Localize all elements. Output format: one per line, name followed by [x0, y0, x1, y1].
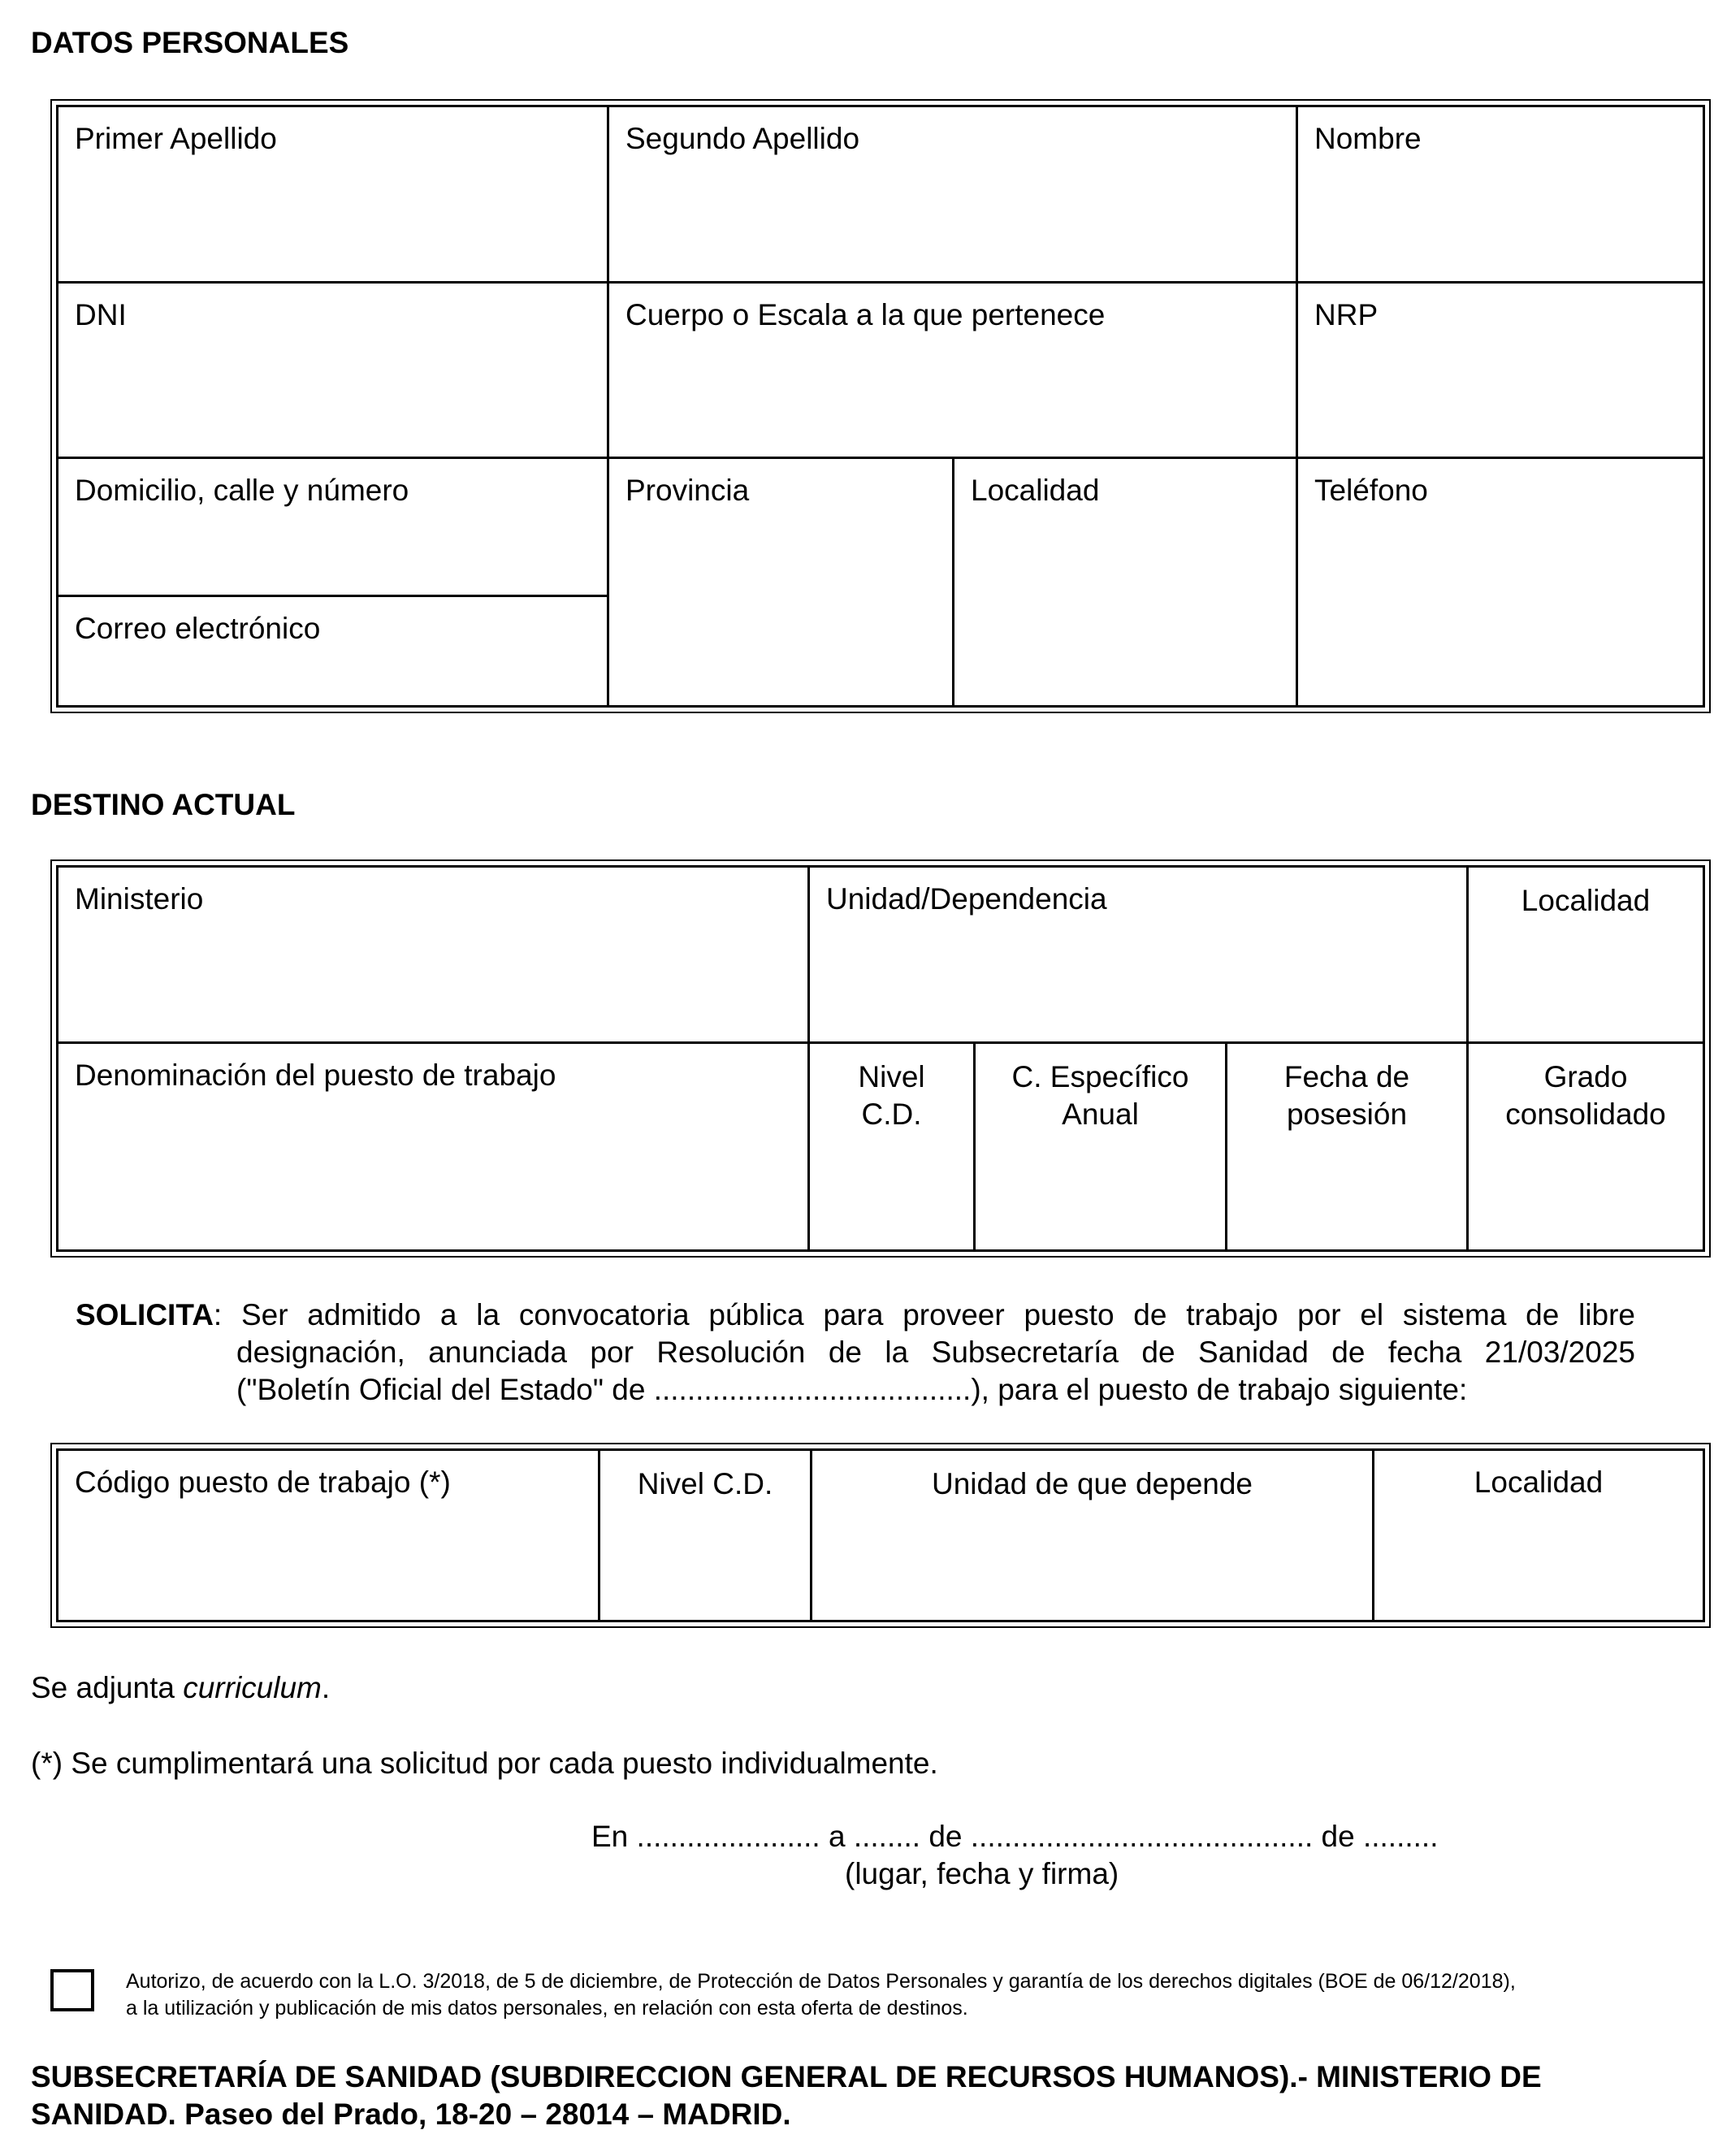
curriculum-note	[31, 1671, 330, 1705]
signature-caption: (lugar, fecha y firma)	[845, 1857, 1119, 1890]
footer-address	[31, 2059, 1542, 2133]
field-dni[interactable]	[58, 284, 607, 457]
field-segundo-apellido[interactable]	[609, 107, 1296, 281]
label-provincia: Provincia	[625, 474, 750, 507]
field-nrp[interactable]	[1298, 284, 1703, 457]
label-nivel-cd-puesto: Nivel C.D.	[637, 1467, 773, 1500]
section-title-datos-personales: DATOS PERSONALES	[31, 26, 349, 59]
field-nivel-cd-puesto[interactable]	[600, 1451, 810, 1620]
field-nivel-cd[interactable]	[810, 1044, 973, 1249]
label-denominacion-puesto: Denominación del puesto de trabajo	[75, 1059, 556, 1092]
solicita-paragraph	[76, 1297, 1635, 1409]
consent-text	[126, 1968, 1516, 2022]
field-unidad-dependencia[interactable]	[810, 868, 1466, 1041]
field-ministerio[interactable]	[58, 868, 807, 1041]
consent-checkbox[interactable]	[50, 1969, 94, 2011]
curriculum-note-italic: curriculum	[183, 1671, 322, 1704]
field-unidad-depende[interactable]	[812, 1451, 1372, 1620]
label-primer-apellido: Primer Apellido	[75, 122, 277, 155]
field-fecha-posesion[interactable]	[1227, 1044, 1466, 1249]
label-cuerpo-escala: Cuerpo o Escala a la que pertenece	[625, 298, 1106, 331]
label-nrp: NRP	[1314, 298, 1379, 331]
label-localidad-destino: Localidad	[1521, 884, 1651, 917]
curriculum-note-prefix: Se adjunta	[31, 1671, 184, 1704]
solicita-line3: ("Boletín Oficial del Estado" de ......................................), para el puesto de trabajo siguiente:	[236, 1373, 1468, 1406]
label-segundo-apellido: Segundo Apellido	[625, 122, 860, 155]
label-localidad: Localidad	[971, 474, 1100, 507]
field-telefono[interactable]	[1298, 459, 1703, 705]
asterisk-note: (*) Se cumplimentará una solicitud por cada puesto individualmente.	[31, 1747, 938, 1780]
label-unidad-dependencia: Unidad/Dependencia	[826, 882, 1107, 916]
label-fecha-line1: Fecha de	[1283, 1060, 1410, 1093]
label-nombre: Nombre	[1314, 122, 1422, 155]
label-grado-line1: Grado	[1543, 1060, 1628, 1093]
field-primer-apellido[interactable]	[58, 107, 607, 281]
field-grado-consolidado[interactable]	[1469, 1044, 1703, 1249]
label-dni: DNI	[75, 298, 127, 331]
label-especifico-line2: Anual	[1062, 1097, 1139, 1131]
label-telefono: Teléfono	[1314, 474, 1428, 507]
label-fecha-line2: posesión	[1286, 1097, 1408, 1131]
label-grado-line2: consolidado	[1505, 1097, 1666, 1131]
field-complemento-especifico[interactable]	[976, 1044, 1225, 1249]
personal-data-table	[50, 99, 1711, 713]
destino-actual-table	[50, 859, 1711, 1258]
label-localidad-puesto: Localidad	[1474, 1465, 1604, 1499]
footer-line1: SUBSECRETARÍA DE SANIDAD (SUBDIRECCION GENERAL DE RECURSOS HUMANOS).- MINISTERIO DE	[31, 2060, 1542, 2093]
label-unidad-depende: Unidad de que depende	[931, 1467, 1253, 1500]
label-nivel-line2: C.D.	[861, 1097, 922, 1131]
puesto-solicitado-table	[50, 1443, 1711, 1628]
solicita-line2: designación, anunciada por Resolución de la Subsecretaría de Sanidad de fecha 21/03/2025	[236, 1336, 1635, 1369]
field-nombre[interactable]	[1298, 107, 1703, 281]
field-localidad-destino[interactable]	[1469, 868, 1703, 1041]
field-localidad-puesto[interactable]	[1374, 1451, 1703, 1620]
label-domicilio: Domicilio, calle y número	[75, 474, 409, 507]
field-codigo-puesto[interactable]	[58, 1451, 598, 1620]
field-localidad[interactable]	[954, 459, 1296, 705]
label-correo: Correo electrónico	[75, 612, 321, 645]
field-provincia[interactable]	[609, 459, 952, 705]
field-correo[interactable]	[58, 597, 607, 705]
solicita-line1: Ser admitido a la convocatoria pública para proveer puesto de trabajo por el sistema de libre	[240, 1298, 1635, 1331]
label-codigo-puesto: Código puesto de trabajo (*)	[75, 1465, 451, 1499]
consent-line2: a la utilización y publicación de mis datos personales, en relación con esta oferta de destinos.	[126, 1997, 968, 2020]
field-cuerpo-escala[interactable]	[609, 284, 1296, 457]
field-domicilio[interactable]	[58, 459, 607, 595]
label-nivel-line1: Nivel	[858, 1060, 925, 1093]
label-especifico-line1: C. Específico	[1011, 1060, 1189, 1093]
curriculum-note-suffix: .	[321, 1671, 331, 1704]
field-denominacion-puesto[interactable]	[58, 1044, 807, 1249]
solicita-label: SOLICITA	[76, 1298, 214, 1331]
consent-line1: Autorizo, de acuerdo con la L.O. 3/2018, de 5 de diciembre, de Protección de Datos Personales y garantía de los derechos digitales (BOE de 06/12/2018),	[126, 1970, 1516, 1993]
solicita-colon: :	[213, 1298, 223, 1331]
footer-line2: SANIDAD. Paseo del Prado, 18-20 – 28014 – MADRID.	[31, 2098, 791, 2131]
signature-line[interactable]: En ...................... a ........ de ......................................... de .........	[591, 1820, 1439, 1853]
label-ministerio: Ministerio	[75, 882, 204, 916]
section-title-destino-actual: DESTINO ACTUAL	[31, 788, 296, 821]
